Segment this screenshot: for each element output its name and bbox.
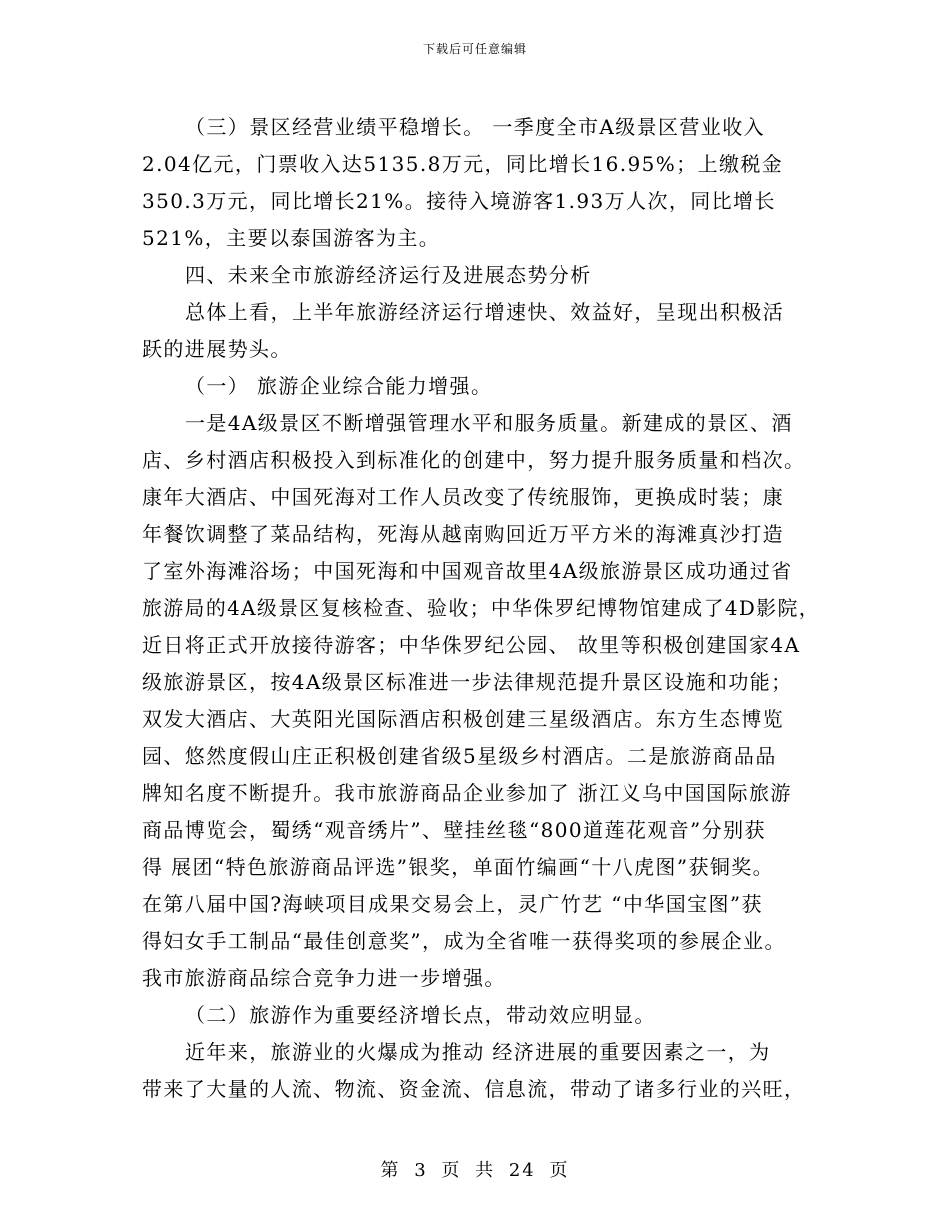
paragraph-line: 近日将正式开放接待游客；中华侏罗纪公园、 故里等积极创建国家4A <box>142 633 801 657</box>
subsection-heading: （二）旅游作为重要经济增长点，带动效应明显。 <box>185 1003 656 1027</box>
paragraph-line: 在第八届中国?海峡项目成果交易会上，灵广竹艺 “中华国宝图”获 <box>142 892 763 916</box>
paragraph-line: 2.04亿元，门票收入达5135.8万元，同比增长16.95%；上缴税金 <box>142 152 784 176</box>
paragraph-line: 得妇女手工制品“最佳创意奖”，成为全省唯一获得奖项的参展企业。 <box>142 929 786 953</box>
paragraph-line: 521%，主要以泰国游客为主。 <box>142 226 441 250</box>
paragraph-line: 我市旅游商品综合竞争力进一步增强。 <box>142 966 506 990</box>
paragraph-line: 园、悠然度假山庄正积极创建省级5星级乡村酒店。二是旅游商品品 <box>142 744 777 768</box>
page-number: 第 3 页 共 24 页 <box>380 1160 570 1181</box>
paragraph-line: 旅游局的4A级景区复核检查、验收；中华侏罗纪博物馆建成了4D影院， <box>142 596 821 620</box>
paragraph-line: 一是4A级景区不断增强管理水平和服务质量。新建成的景区、酒 <box>185 411 793 435</box>
paragraph-line: 得 展团“特色旅游商品评选”银奖，单面竹编画“十八虎图”获铜奖。 <box>142 855 775 879</box>
paragraph-line: （三）景区经营业绩平稳增长。 一季度全市A级景区营业收入 <box>185 115 766 139</box>
paragraph-line: 年餐饮调整了菜品结构，死海从越南购回近万平方米的海滩真沙打造 <box>142 522 784 546</box>
paragraph-line: 带来了大量的人流、物流、资金流、信息流，带动了诸多行业的兴旺， <box>142 1077 806 1101</box>
paragraph-line: 级旅游景区，按4A级景区标准进一步法律规范提升景区设施和功能； <box>142 670 793 694</box>
paragraph-line: 店、乡村酒店积极投入到标准化的创建中，努力提升服务质量和档次。 <box>142 448 806 472</box>
paragraph-line: 总体上看，上半年旅游经济运行增速快、效益好，呈现出积极活 <box>185 300 785 324</box>
paragraph-line: 康年大酒店、中国死海对工作人员改变了传统服饰，更换成时装；康 <box>142 485 784 509</box>
section-heading: 四、未来全市旅游经济运行及进展态势分析 <box>185 263 592 287</box>
paragraph-line: 350.3万元，同比增长21%。接待入境游客1.93万人次，同比增长 <box>142 189 776 213</box>
paragraph-line: 商品博览会，蜀绣“观音绣片”、壁挂丝毯“800道莲花观音”分别获 <box>142 818 766 842</box>
subsection-heading: （一） 旅游企业综合能力增强。 <box>185 374 493 398</box>
paragraph-line: 牌知名度不断提升。我市旅游商品企业参加了 浙江义乌中国国际旅游 <box>142 781 792 805</box>
paragraph-line: 双发大酒店、大英阳光国际酒店积极创建三星级酒店。东方生态博览 <box>142 707 784 731</box>
paragraph-line: 近年来，旅游业的火爆成为推动 经济进展的重要因素之一，为 <box>185 1040 771 1064</box>
paragraph-line: 了室外海滩浴场；中国死海和中国观音故里4A级旅游景区成功通过省 <box>142 559 793 583</box>
paragraph-line: 跃的进展势头。 <box>142 337 292 361</box>
page-header-note: 下载后可任意编辑 <box>422 42 527 56</box>
